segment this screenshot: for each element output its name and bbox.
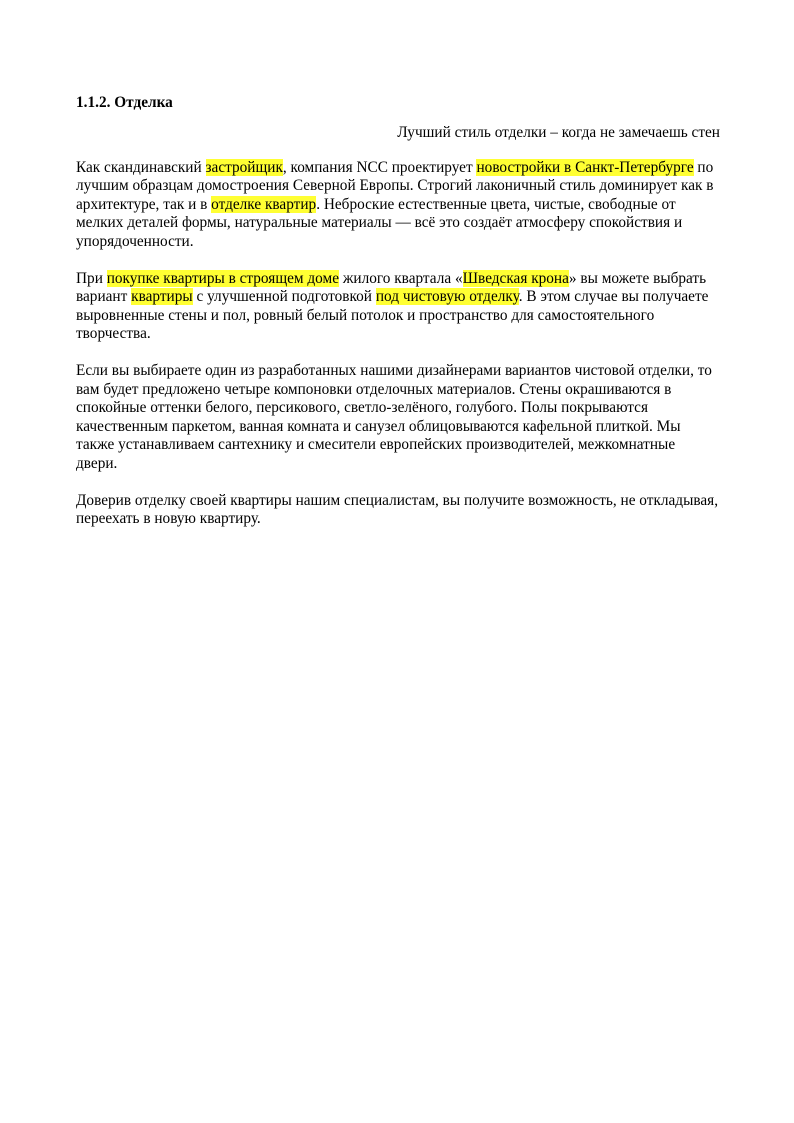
highlighted-link-text[interactable]: Шведская крона	[462, 269, 569, 287]
highlighted-link-text[interactable]: покупке квартиры в строящем доме	[106, 269, 340, 287]
text-segment: При	[76, 269, 107, 287]
epigraph: Лучший стиль отделки – когда не замечаешь стен	[397, 124, 720, 141]
paragraph-1	[76, 159, 720, 252]
highlighted-link-text[interactable]: застройщик	[205, 158, 283, 176]
document-body	[76, 93, 720, 547]
text-segment: Доверив отделку своей квартиры нашим специалистам, вы получите возможность, не откладывая, переехать в новую квартиру.	[76, 491, 719, 528]
text-segment: Если вы выбираете один из разработанных нашими дизайнерами вариантов чистовой отделки, то вам будет предложено четыре компоновки отделочных материалов. Стены окрашиваются в спокойные оттенки белого, персикового, светло-зелёного, голубого. Полы покрываются качественным паркетом, ванная комната и санузел облицовываются кафельной плиткой. Мы также устанавливаем сантехнику и смесители европейских производителей, межкомнатные двери.	[76, 361, 712, 472]
section-heading: 1.1.2. Отделка	[76, 94, 173, 111]
highlighted-link-text[interactable]: отделке квартир	[211, 195, 317, 213]
text-segment: Как скандинавский	[76, 158, 206, 176]
text-segment: по лучшим образцам домостроения Северной Европы. Строгий лаконичный стиль доминирует как в архитектуре, так и в	[76, 158, 714, 213]
paragraph-2	[76, 270, 720, 344]
paragraph-3	[76, 362, 720, 474]
highlighted-link-text[interactable]: новостройки в Санкт-Петербурге	[476, 158, 694, 176]
text-segment: , компания NCC проектирует	[282, 158, 477, 176]
paragraph-4	[76, 492, 720, 529]
text-segment: . В этом случае вы получаете выровненные стены и пол, ровный белый потолок и пространство для самостоятельного творчества.	[76, 288, 709, 343]
text-segment: жилого квартала «	[339, 269, 463, 287]
text-segment: с улучшенной подготовкой	[192, 288, 376, 306]
text-segment: » вы можете выбрать вариант	[76, 269, 707, 306]
highlighted-link-text[interactable]: квартиры	[131, 288, 193, 306]
text-segment: . Неброские естественные цвета, чистые, свободные от мелких деталей формы, натуральные материалы — всё это создаёт атмосферу спокойствия и упорядоченности.	[76, 195, 683, 250]
highlighted-link-text[interactable]: под чистовую отделку	[375, 288, 519, 306]
